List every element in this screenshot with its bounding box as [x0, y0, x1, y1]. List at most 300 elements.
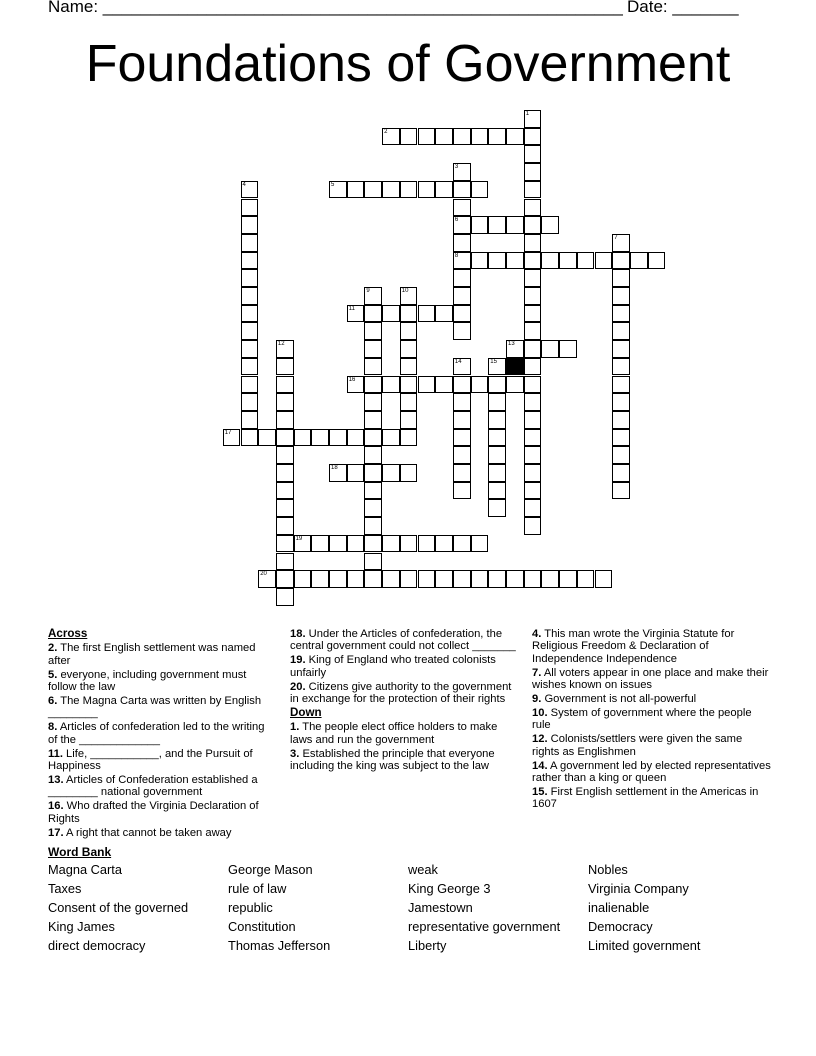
crossword-cell[interactable]	[524, 287, 542, 305]
crossword-cell[interactable]	[453, 482, 471, 500]
down-clue	[532, 786, 772, 811]
crossword-cell[interactable]	[488, 128, 506, 146]
crossword-cell[interactable]	[648, 252, 666, 270]
crossword-cell[interactable]	[488, 499, 506, 517]
crossword-cell[interactable]	[453, 181, 471, 199]
clue-number: 5	[331, 181, 335, 188]
crossword-cell[interactable]	[612, 411, 630, 429]
crossword-cell[interactable]	[382, 429, 400, 447]
crossword-cell[interactable]	[453, 535, 471, 553]
word-bank-item: Nobles	[588, 862, 628, 877]
word-bank-item: representative government	[408, 919, 561, 934]
crossword-cell[interactable]	[276, 446, 294, 464]
crossword-cell[interactable]	[276, 482, 294, 500]
crossword-cell[interactable]	[400, 128, 418, 146]
crossword-cell[interactable]	[524, 376, 542, 394]
crossword-cell[interactable]	[453, 376, 471, 394]
word-bank-item: Consent of the governed	[48, 900, 189, 915]
across-clue	[48, 748, 276, 773]
crossword-cell[interactable]	[241, 269, 259, 287]
clue-number-label: 14.	[532, 759, 548, 772]
crossword-cell[interactable]	[612, 322, 630, 340]
across-clue	[290, 628, 522, 653]
crossword-cell[interactable]	[382, 181, 400, 199]
down-clue	[532, 628, 772, 665]
crossword-cell[interactable]	[382, 376, 400, 394]
crossword-cell[interactable]	[524, 393, 542, 411]
crossword-cell[interactable]	[453, 358, 471, 376]
crossword-cell[interactable]	[329, 535, 347, 553]
crossword-cell[interactable]	[364, 499, 382, 517]
crossword-cell[interactable]	[364, 305, 382, 323]
crossword-cell[interactable]	[364, 322, 382, 340]
crossword-cell[interactable]	[612, 393, 630, 411]
clues-column-2	[290, 628, 522, 774]
clue-text: Articles of Confederation established a ________ national government	[48, 773, 258, 799]
crossword-cell[interactable]	[471, 376, 489, 394]
crossword-cell[interactable]	[347, 464, 365, 482]
across-clue	[48, 669, 276, 694]
clue-number: 6	[454, 217, 459, 224]
crossword-cell[interactable]	[577, 252, 595, 270]
crossword-cell[interactable]	[347, 305, 365, 323]
crossword-cell[interactable]	[541, 252, 559, 270]
clue-number: 17	[224, 429, 232, 436]
clue-text: Life, ___________, and the Pursuit of Happiness	[48, 747, 253, 773]
crossword-cell[interactable]	[506, 252, 524, 270]
crossword-cell[interactable]	[418, 128, 436, 146]
name-field-label: Name: _______________________________________________________	[48, 0, 623, 16]
clue-text: All voters appear in one place and make their wishes known on issues	[532, 666, 769, 692]
crossword-cell[interactable]	[294, 535, 312, 553]
clue-number: 8	[454, 252, 459, 259]
crossword-cell[interactable]	[524, 199, 542, 217]
across-clue	[48, 800, 276, 825]
clue-text: System of government where the people rule	[532, 706, 752, 732]
crossword-cell[interactable]	[400, 393, 418, 411]
clue-text: everyone, including government must follow the law	[48, 668, 247, 694]
crossword-cell[interactable]	[488, 393, 506, 411]
across-clue	[48, 695, 276, 720]
crossword-cell[interactable]	[400, 411, 418, 429]
crossword-cell[interactable]	[524, 163, 542, 181]
crossword-cell[interactable]	[400, 358, 418, 376]
clue-text: First English settlement in the Americas in 1607	[532, 785, 759, 811]
crossword-cell[interactable]	[364, 535, 382, 553]
crossword-cell[interactable]	[488, 411, 506, 429]
across-clue	[290, 681, 522, 706]
across-heading: Across	[48, 627, 88, 640]
crossword-cell[interactable]	[471, 181, 489, 199]
crossword-cell[interactable]	[382, 128, 400, 146]
crossword-cell[interactable]	[453, 393, 471, 411]
crossword-cell[interactable]	[364, 411, 382, 429]
crossword-cell[interactable]	[241, 305, 259, 323]
crossword-cell[interactable]	[524, 269, 542, 287]
crossword-cell[interactable]	[524, 464, 542, 482]
crossword-cell[interactable]	[418, 376, 436, 394]
crossword-cell[interactable]	[506, 216, 524, 234]
crossword-cell[interactable]	[612, 376, 630, 394]
clue-number: 11	[348, 305, 355, 312]
word-bank-item: Magna Carta	[48, 862, 122, 877]
crossword-cell[interactable]	[364, 429, 382, 447]
word-bank-heading: Word Bank	[48, 845, 112, 859]
crossword-cell[interactable]	[276, 588, 294, 606]
crossword-cell[interactable]	[241, 411, 259, 429]
clue-number-label: 16.	[48, 800, 64, 813]
crossword-cell[interactable]	[612, 305, 630, 323]
crossword-cell[interactable]	[276, 553, 294, 571]
clue-text: A government led by elected representatives rather than a king or queen	[532, 759, 771, 784]
crossword-cell[interactable]	[276, 340, 294, 358]
crossword-cell[interactable]	[241, 199, 259, 217]
crossword-cell[interactable]	[382, 535, 400, 553]
crossword-cell[interactable]	[418, 305, 436, 323]
clue-text: The people elect office holders to make laws and run the government	[290, 721, 498, 746]
crossword-cell[interactable]	[471, 252, 489, 270]
crossword-cell[interactable]	[524, 252, 542, 270]
word-bank-item: Constitution	[228, 919, 296, 934]
crossword-cell[interactable]	[612, 287, 630, 305]
crossword-cell[interactable]	[276, 517, 294, 535]
crossword-cell[interactable]	[612, 340, 630, 358]
crossword-cell[interactable]	[453, 199, 471, 217]
crossword-cell[interactable]	[524, 145, 542, 163]
crossword-cell[interactable]	[329, 429, 347, 447]
clue-number: 20	[260, 571, 267, 578]
crossword-cell[interactable]	[329, 570, 347, 588]
clue-number: 9	[366, 288, 370, 294]
down-clue	[290, 721, 522, 746]
crossword-cell[interactable]	[453, 570, 471, 588]
crossword-cell[interactable]	[364, 393, 382, 411]
clue-number: 18	[331, 465, 338, 471]
crossword-cell[interactable]	[364, 181, 382, 199]
clue-number-label: 20.	[290, 680, 306, 693]
clue-text: Who drafted the Virginia Declaration of Rights	[48, 800, 259, 825]
crossword-cell[interactable]	[524, 216, 542, 234]
clue-text: Under the Articles of confederation, the central government could not collect _______	[290, 628, 516, 653]
crossword-cell[interactable]	[400, 429, 418, 447]
crossword-cell[interactable]	[524, 234, 542, 252]
word-bank-item: republic	[228, 900, 273, 915]
crossword-cell[interactable]	[524, 358, 542, 376]
crossword-cell[interactable]	[329, 181, 347, 199]
word-bank-item: Taxes	[48, 881, 82, 896]
crossword-cell[interactable]	[506, 340, 524, 358]
crossword-cell[interactable]	[294, 429, 312, 447]
crossword-cell[interactable]	[311, 535, 329, 553]
crossword-cell[interactable]	[524, 429, 542, 447]
crossword-cell[interactable]	[241, 376, 259, 394]
crossword-cell[interactable]	[524, 446, 542, 464]
crossword-cell[interactable]	[453, 464, 471, 482]
crossword-cell[interactable]	[364, 446, 382, 464]
crossword-cell[interactable]	[364, 358, 382, 376]
word-bank-item: Thomas Jefferson	[228, 938, 331, 953]
crossword-cell[interactable]	[488, 482, 506, 500]
crossword-cell[interactable]	[524, 322, 542, 340]
crossword-cell[interactable]	[329, 464, 347, 482]
crossword-cell[interactable]	[241, 216, 259, 234]
crossword-cell[interactable]	[453, 269, 471, 287]
crossword-cell[interactable]	[612, 429, 630, 447]
crossword-cell[interactable]	[435, 376, 453, 394]
down-clue	[532, 760, 772, 785]
crossword-cell[interactable]	[524, 517, 542, 535]
crossword-cell[interactable]	[241, 287, 259, 305]
black-square	[506, 358, 524, 376]
clue-number: 12	[277, 341, 285, 348]
crossword-cell[interactable]	[347, 535, 365, 553]
crossword-cell[interactable]	[453, 252, 471, 270]
crossword-cell[interactable]	[311, 429, 329, 447]
crossword-cell[interactable]	[453, 163, 471, 181]
clue-number: 15	[490, 358, 497, 365]
clue-text: The first English settlement was named after	[48, 642, 256, 667]
crossword-cell[interactable]	[559, 570, 577, 588]
crossword-cell[interactable]	[276, 464, 294, 482]
crossword-cell[interactable]	[524, 110, 542, 128]
clues-column-3	[532, 628, 772, 812]
crossword-cell[interactable]	[506, 570, 524, 588]
crossword-cell[interactable]	[347, 376, 365, 394]
crossword-cell[interactable]	[347, 429, 365, 447]
clue-number-label: 5.	[48, 668, 58, 681]
crossword-cell[interactable]	[364, 553, 382, 571]
clue-number-label: 12.	[532, 733, 548, 746]
crossword-cell[interactable]	[364, 570, 382, 588]
down-clue	[290, 748, 522, 773]
crossword-cell[interactable]	[276, 358, 294, 376]
crossword-cell[interactable]	[400, 570, 418, 588]
clue-number: 16	[348, 376, 356, 383]
clue-number-label: 2.	[48, 642, 58, 655]
crossword-cell[interactable]	[276, 429, 294, 447]
word-bank-item: Jamestown	[408, 900, 473, 915]
across-clue	[48, 774, 276, 799]
crossword-cell[interactable]	[241, 429, 259, 447]
crossword-cell[interactable]	[400, 305, 418, 323]
crossword-cell[interactable]	[400, 322, 418, 340]
clue-number-label: 13.	[48, 773, 64, 786]
crossword-cell[interactable]	[241, 234, 259, 252]
crossword-cell[interactable]	[347, 181, 365, 199]
crossword-cell[interactable]	[258, 429, 276, 447]
crossword-cell[interactable]	[241, 322, 259, 340]
clue-number: 1	[525, 111, 530, 117]
word-bank-item: direct democracy	[48, 938, 146, 953]
clue-number-label: 11.	[48, 747, 63, 760]
crossword-cell[interactable]	[223, 429, 241, 447]
clue-text: King of England who treated colonists unfairly	[290, 654, 496, 679]
crossword-cell[interactable]	[612, 482, 630, 500]
crossword-cell[interactable]	[524, 340, 542, 358]
crossword-cell[interactable]	[382, 305, 400, 323]
crossword-cell[interactable]	[506, 128, 524, 146]
crossword-cell[interactable]	[258, 570, 276, 588]
word-bank-item: King George 3	[408, 881, 491, 896]
clue-number-label: 4.	[532, 628, 542, 640]
crossword-cell[interactable]	[311, 570, 329, 588]
clue-text: The Magna Carta was written by English ________	[48, 695, 262, 720]
clue-number: 19	[295, 535, 303, 542]
crossword-cell[interactable]	[524, 411, 542, 429]
clue-number: 10	[401, 288, 409, 294]
crossword-cell[interactable]	[364, 464, 382, 482]
crossword-cell[interactable]	[541, 216, 559, 234]
crossword-cell[interactable]	[400, 535, 418, 553]
crossword-cell[interactable]	[400, 287, 418, 305]
crossword-cell[interactable]	[488, 358, 506, 376]
crossword-cell[interactable]	[488, 429, 506, 447]
crossword-cell[interactable]	[418, 181, 436, 199]
crossword-cell[interactable]	[382, 464, 400, 482]
clue-text: A right that cannot be taken away	[63, 826, 232, 839]
across-clue	[48, 642, 276, 667]
crossword-cell[interactable]	[524, 305, 542, 323]
down-clue	[532, 667, 772, 692]
crossword-cell[interactable]	[471, 128, 489, 146]
clue-number: 3	[454, 164, 459, 171]
crossword-cell[interactable]	[453, 234, 471, 252]
crossword-cell[interactable]	[347, 570, 365, 588]
crossword-cell[interactable]	[559, 340, 577, 358]
clue-number: 13	[508, 341, 515, 348]
clue-number-label: 7.	[532, 666, 542, 679]
crossword-cell[interactable]	[435, 128, 453, 146]
word-bank-item: Virginia Company	[588, 881, 689, 896]
crossword-cell[interactable]	[435, 181, 453, 199]
crossword-cell[interactable]	[241, 340, 259, 358]
across-clue	[48, 721, 276, 746]
clue-number-label: 1.	[290, 721, 300, 734]
crossword-cell[interactable]	[595, 252, 613, 270]
crossword-cell[interactable]	[276, 570, 294, 588]
crossword-cell[interactable]	[276, 393, 294, 411]
crossword-cell[interactable]	[488, 216, 506, 234]
down-clue	[532, 693, 772, 705]
clue-number-label: 15.	[532, 785, 548, 798]
crossword-cell[interactable]	[488, 464, 506, 482]
crossword-cell[interactable]	[453, 287, 471, 305]
crossword-cell[interactable]	[488, 252, 506, 270]
crossword-cell[interactable]	[435, 570, 453, 588]
crossword-cell[interactable]	[471, 535, 489, 553]
word-bank-item: weak	[408, 862, 438, 877]
clue-number: 14	[454, 358, 462, 365]
crossword-cell[interactable]	[488, 570, 506, 588]
crossword-cell[interactable]	[400, 340, 418, 358]
word-bank-item: George Mason	[228, 862, 313, 877]
crossword-cell[interactable]	[241, 393, 259, 411]
crossword-cell[interactable]	[524, 482, 542, 500]
crossword-cell[interactable]	[559, 252, 577, 270]
clue-text: Colonists/settlers were given the same rights as Englishmen	[532, 733, 743, 758]
date-field-label: Date: _______	[627, 0, 739, 16]
crossword-cell[interactable]	[418, 570, 436, 588]
crossword-cell[interactable]	[364, 482, 382, 500]
crossword-cell[interactable]	[435, 535, 453, 553]
clue-number: 4	[242, 181, 246, 188]
crossword-cell[interactable]	[612, 252, 630, 270]
across-clue	[48, 827, 276, 839]
clues-column-1	[48, 628, 276, 841]
clue-text: Established the principle that everyone including the king was subject to the law	[290, 747, 495, 773]
down-clue	[532, 733, 772, 758]
across-clue	[290, 654, 522, 679]
word-bank-item: King James	[48, 919, 115, 934]
down-clue	[532, 707, 772, 732]
crossword-cell[interactable]	[630, 252, 648, 270]
crossword-cell[interactable]	[541, 340, 559, 358]
crossword-cell[interactable]	[453, 216, 471, 234]
crossword-cell[interactable]	[364, 517, 382, 535]
crossword-cell[interactable]	[364, 287, 382, 305]
crossword-cell[interactable]	[524, 570, 542, 588]
crossword-cell[interactable]	[453, 128, 471, 146]
crossword-cell[interactable]	[471, 570, 489, 588]
crossword-cell[interactable]	[453, 305, 471, 323]
crossword-cell[interactable]	[400, 181, 418, 199]
crossword-cell[interactable]	[276, 499, 294, 517]
crossword-cell[interactable]	[524, 499, 542, 517]
clue-number: 2	[384, 128, 388, 135]
crossword-cell[interactable]	[524, 128, 542, 146]
crossword-cell[interactable]	[541, 570, 559, 588]
crossword-cell[interactable]	[241, 252, 259, 270]
crossword-cell[interactable]	[294, 570, 312, 588]
crossword-cell[interactable]	[453, 322, 471, 340]
crossword-cell[interactable]	[595, 570, 613, 588]
crossword-cell[interactable]	[382, 570, 400, 588]
crossword-cell[interactable]	[241, 358, 259, 376]
crossword-cell[interactable]	[453, 411, 471, 429]
crossword-cell[interactable]	[435, 305, 453, 323]
crossword-cell[interactable]	[488, 446, 506, 464]
crossword-cell[interactable]	[577, 570, 595, 588]
crossword-cell[interactable]	[612, 446, 630, 464]
clue-text: This man wrote the Virginia Statute for Religious Freedom & Declaration of Independence Independence	[532, 628, 735, 665]
crossword-cell[interactable]	[471, 216, 489, 234]
crossword-cell[interactable]	[612, 358, 630, 376]
crossword-cell[interactable]	[364, 376, 382, 394]
word-bank-item: rule of law	[228, 881, 287, 896]
crossword-cell[interactable]	[612, 234, 630, 252]
down-heading: Down	[290, 705, 322, 719]
crossword-cell[interactable]	[488, 376, 506, 394]
crossword-cell[interactable]	[276, 411, 294, 429]
crossword-cell[interactable]	[241, 181, 259, 199]
crossword-cell[interactable]	[524, 181, 542, 199]
crossword-cell[interactable]	[453, 446, 471, 464]
crossword-cell[interactable]	[612, 464, 630, 482]
crossword-cell[interactable]	[276, 376, 294, 394]
word-bank-item: inalienable	[588, 900, 650, 915]
crossword-cell[interactable]	[612, 269, 630, 287]
crossword-cell[interactable]	[364, 340, 382, 358]
clue-text: Articles of confederation led to the writing of the _____________	[48, 721, 265, 746]
crossword-cell[interactable]	[506, 376, 524, 394]
clue-text: Citizens give authority to the government in exchange for the protection of their rights	[290, 680, 512, 706]
crossword-cell[interactable]	[418, 535, 436, 553]
crossword-cell[interactable]	[453, 429, 471, 447]
crossword-cell[interactable]	[400, 464, 418, 482]
crossword-cell[interactable]	[400, 376, 418, 394]
crossword-cell[interactable]	[276, 535, 294, 553]
clue-number-label: 8.	[48, 721, 58, 734]
